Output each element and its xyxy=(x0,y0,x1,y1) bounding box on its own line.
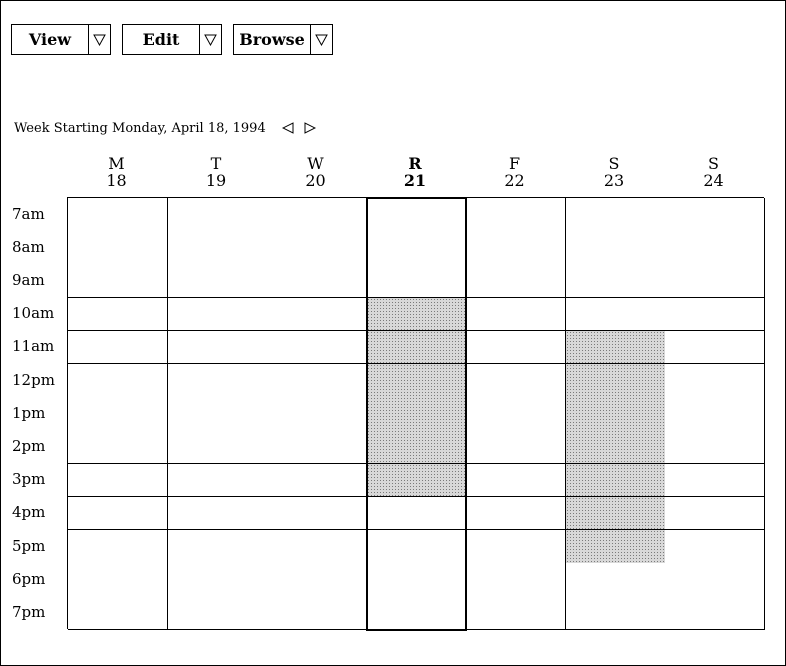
hour-label: 12pm xyxy=(12,370,55,389)
time-slot[interactable] xyxy=(665,497,765,531)
time-slot[interactable] xyxy=(466,397,566,431)
edit-dropdown-arrow-icon[interactable] xyxy=(199,25,221,54)
time-slot[interactable] xyxy=(566,563,666,597)
time-slot[interactable] xyxy=(665,596,765,630)
view-menu-button[interactable] xyxy=(11,24,111,55)
day-letter: F xyxy=(508,154,521,173)
hour-label: 7pm xyxy=(12,602,46,621)
time-slot[interactable] xyxy=(665,430,765,464)
hour-label: 1pm xyxy=(12,403,46,422)
busy-time-slot[interactable] xyxy=(566,430,666,464)
time-slot[interactable] xyxy=(466,497,566,531)
time-slot[interactable] xyxy=(665,397,765,431)
time-slot[interactable] xyxy=(68,430,168,464)
hour-label: 10am xyxy=(12,304,55,323)
time-slot[interactable] xyxy=(466,364,566,398)
day-letter: S xyxy=(708,154,719,173)
hour-label: 7am xyxy=(12,204,45,223)
day-letter: S xyxy=(608,154,620,173)
time-slot[interactable] xyxy=(68,231,168,265)
hour-label: 11am xyxy=(12,337,55,356)
day-date: 20 xyxy=(305,171,326,190)
time-slot[interactable] xyxy=(566,231,666,265)
next-week-arrow-icon[interactable] xyxy=(302,121,318,135)
day-date: 18 xyxy=(106,171,127,190)
previous-week-arrow-icon[interactable] xyxy=(280,121,296,135)
time-slot[interactable] xyxy=(68,264,168,298)
time-slot[interactable] xyxy=(267,563,367,597)
time-slot[interactable] xyxy=(466,464,566,498)
day-header[interactable] xyxy=(167,155,266,189)
view-menu-label: View xyxy=(28,30,72,49)
day-date: 22 xyxy=(504,171,525,190)
busy-time-slot[interactable] xyxy=(566,364,666,398)
time-slot[interactable] xyxy=(168,298,268,332)
busy-time-slot[interactable] xyxy=(566,331,666,365)
time-slot[interactable] xyxy=(665,264,765,298)
time-slot[interactable] xyxy=(267,231,367,265)
time-slot[interactable] xyxy=(267,397,367,431)
time-slot[interactable] xyxy=(466,430,566,464)
time-slot[interactable] xyxy=(367,530,467,564)
time-slot[interactable] xyxy=(168,231,268,265)
day-date: 21 xyxy=(403,171,427,190)
time-slot[interactable] xyxy=(267,464,367,498)
hour-label: 2pm xyxy=(12,436,46,455)
busy-time-slot[interactable] xyxy=(367,397,467,431)
day-date: 23 xyxy=(603,171,625,190)
time-slot[interactable] xyxy=(68,298,168,332)
time-slot[interactable] xyxy=(168,264,268,298)
hour-label: 8am xyxy=(12,237,45,256)
day-header[interactable] xyxy=(366,155,465,189)
time-slot[interactable] xyxy=(466,198,566,232)
day-letter: M xyxy=(108,154,125,173)
time-slot[interactable] xyxy=(566,198,666,232)
time-slot[interactable] xyxy=(665,298,765,332)
busy-time-slot[interactable] xyxy=(566,497,666,531)
time-slot[interactable] xyxy=(367,264,467,298)
day-date: 24 xyxy=(703,171,724,190)
time-slot[interactable] xyxy=(168,198,268,232)
time-slot[interactable] xyxy=(68,563,168,597)
week-grid xyxy=(67,197,764,629)
time-slot[interactable] xyxy=(168,430,268,464)
time-slot[interactable] xyxy=(267,596,367,630)
day-letter: W xyxy=(307,154,324,173)
time-slot[interactable] xyxy=(367,231,467,265)
hour-label: 5pm xyxy=(12,536,46,555)
busy-time-slot[interactable] xyxy=(367,298,467,332)
time-slot[interactable] xyxy=(665,563,765,597)
time-slot[interactable] xyxy=(168,596,268,630)
time-slot[interactable] xyxy=(665,331,765,365)
time-slot[interactable] xyxy=(267,364,367,398)
time-slot[interactable] xyxy=(68,364,168,398)
hour-label: 3pm xyxy=(12,470,46,489)
day-header[interactable] xyxy=(67,155,166,189)
browse-menu-label: Browse xyxy=(239,30,305,49)
time-slot[interactable] xyxy=(168,530,268,564)
time-slot[interactable] xyxy=(68,497,168,531)
time-slot[interactable] xyxy=(466,264,566,298)
time-slot[interactable] xyxy=(168,331,268,365)
day-date: 19 xyxy=(205,171,227,190)
time-slot[interactable] xyxy=(367,198,467,232)
time-slot[interactable] xyxy=(168,563,268,597)
time-slot[interactable] xyxy=(466,231,566,265)
time-slot[interactable] xyxy=(267,331,367,365)
busy-time-slot[interactable] xyxy=(566,530,666,564)
busy-time-slot[interactable] xyxy=(367,464,467,498)
time-slot[interactable] xyxy=(367,497,467,531)
time-slot[interactable] xyxy=(367,563,467,597)
time-slot[interactable] xyxy=(168,397,268,431)
time-slot[interactable] xyxy=(566,596,666,630)
busy-time-slot[interactable] xyxy=(566,464,666,498)
day-letter: T xyxy=(210,154,222,173)
day-header[interactable] xyxy=(664,155,763,189)
time-slot[interactable] xyxy=(665,198,765,232)
time-slot[interactable] xyxy=(68,464,168,498)
edit-menu-label: Edit xyxy=(142,30,180,49)
time-slot[interactable] xyxy=(267,298,367,332)
time-slot[interactable] xyxy=(665,530,765,564)
time-slot[interactable] xyxy=(367,596,467,630)
time-slot[interactable] xyxy=(566,264,666,298)
time-slot[interactable] xyxy=(267,264,367,298)
time-slot[interactable] xyxy=(267,530,367,564)
time-slot[interactable] xyxy=(267,198,367,232)
week-header xyxy=(14,119,324,137)
time-slot[interactable] xyxy=(68,198,168,232)
hour-label: 4pm xyxy=(12,503,46,522)
time-slot[interactable] xyxy=(466,331,566,365)
time-slot[interactable] xyxy=(68,530,168,564)
time-slot[interactable] xyxy=(466,298,566,332)
time-slot[interactable] xyxy=(665,231,765,265)
day-letter: R xyxy=(408,154,422,173)
time-slot[interactable] xyxy=(466,563,566,597)
time-slot[interactable] xyxy=(466,530,566,564)
time-slot[interactable] xyxy=(168,364,268,398)
time-slot[interactable] xyxy=(665,464,765,498)
day-header[interactable] xyxy=(266,155,365,189)
busy-time-slot[interactable] xyxy=(566,397,666,431)
time-slot[interactable] xyxy=(168,464,268,498)
hour-label: 6pm xyxy=(12,569,46,588)
time-slot[interactable] xyxy=(566,298,666,332)
day-header[interactable] xyxy=(465,155,564,189)
time-slot[interactable] xyxy=(168,497,268,531)
hour-label: 9am xyxy=(12,270,45,289)
edit-menu-button[interactable] xyxy=(122,24,222,55)
browse-menu-button[interactable] xyxy=(233,24,333,55)
time-slot[interactable] xyxy=(665,364,765,398)
view-dropdown-arrow-icon[interactable] xyxy=(88,25,110,54)
busy-time-slot[interactable] xyxy=(367,364,467,398)
time-slot[interactable] xyxy=(466,596,566,630)
day-header[interactable] xyxy=(565,155,664,189)
time-slot[interactable] xyxy=(68,331,168,365)
week-label: Week Starting Monday, April 18, 1994 xyxy=(14,120,266,136)
busy-time-slot[interactable] xyxy=(367,430,467,464)
time-slot[interactable] xyxy=(267,497,367,531)
browse-dropdown-arrow-icon[interactable] xyxy=(310,25,332,54)
busy-time-slot[interactable] xyxy=(367,331,467,365)
time-slot[interactable] xyxy=(267,430,367,464)
time-slot[interactable] xyxy=(68,397,168,431)
time-slot[interactable] xyxy=(68,596,168,630)
